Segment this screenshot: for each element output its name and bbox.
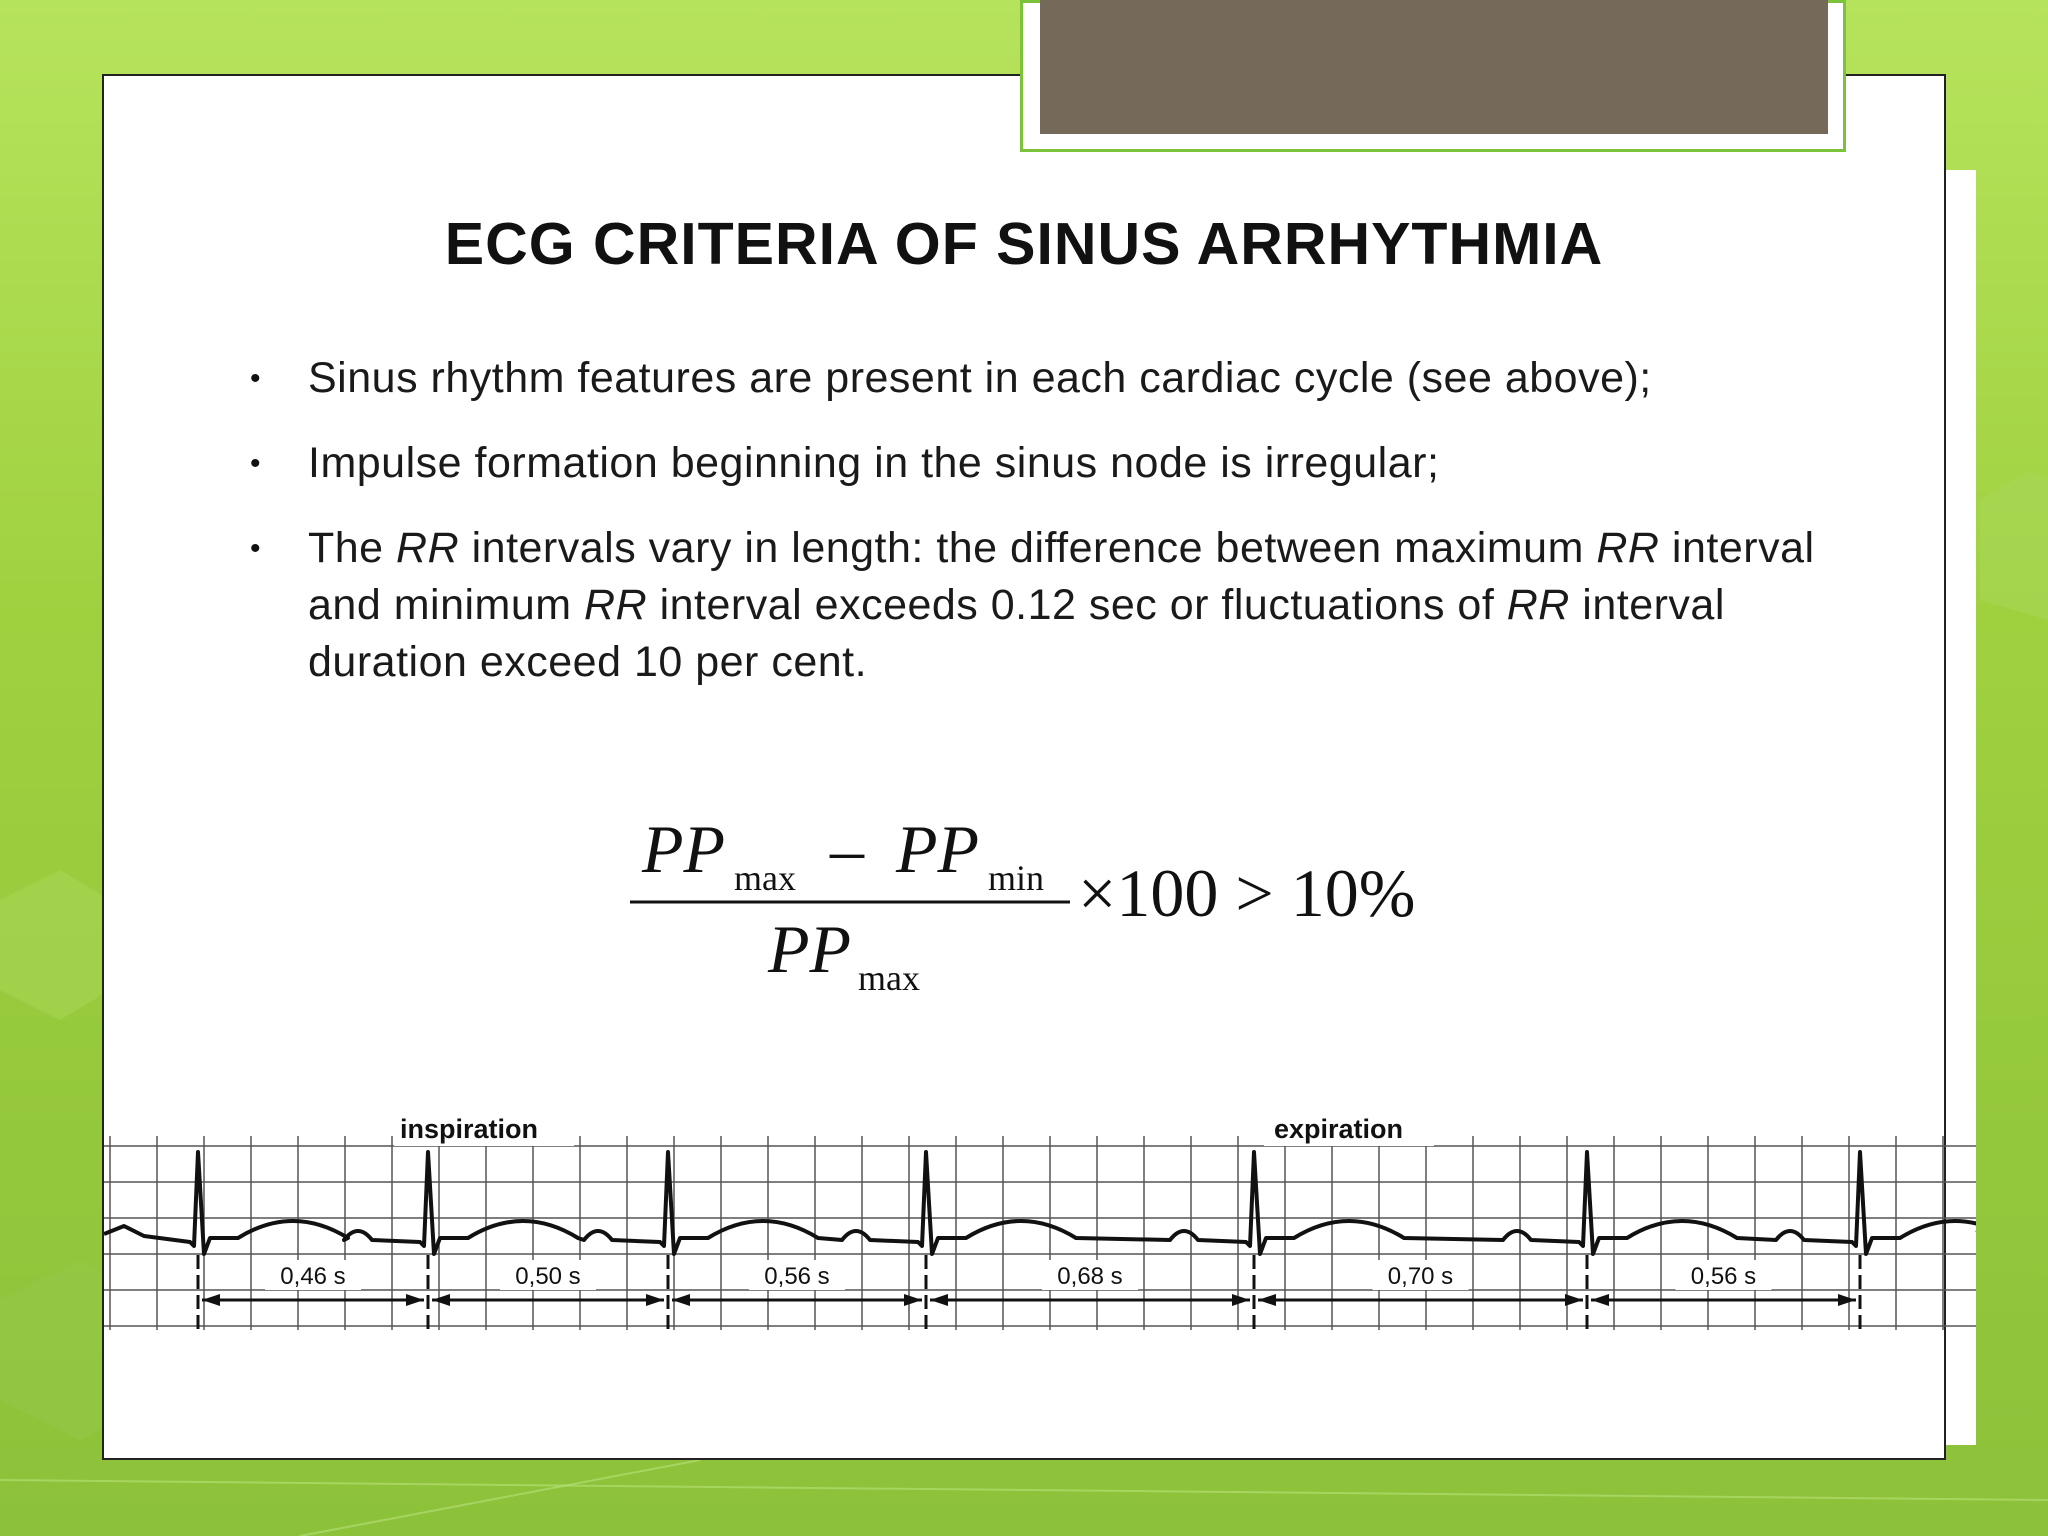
bullet-text [308, 520, 1850, 691]
minus-sign: – [830, 811, 864, 887]
numerator-min-subscript: min [988, 858, 1045, 898]
interval-label: 0,46 s [280, 1263, 346, 1290]
slide-heading: ECG CRITERIA OF SINUS ARRHYTHMIA [444, 211, 1604, 277]
arrow-head-icon [904, 1294, 922, 1306]
italic-term: RR [1506, 581, 1570, 629]
bullet-text [308, 435, 1850, 492]
interval-label: 0,70 s [1387, 1263, 1454, 1290]
expiration-label: expiration [1274, 1114, 1404, 1144]
arrow-head-icon [1565, 1294, 1583, 1306]
bullet-dot-icon: • [250, 447, 261, 480]
arrow-head-icon [646, 1294, 664, 1306]
arrow-head-icon [1838, 1294, 1856, 1306]
bullet-list [250, 350, 1850, 719]
text-segment: The [308, 524, 397, 572]
numerator-pp-max: PP [642, 811, 726, 887]
formula-tail: ×100 > 10% [1078, 855, 1416, 931]
italic-term: RR [584, 581, 648, 629]
numerator-pp-min: PP [896, 811, 980, 887]
interval-label: 0,56 s [1690, 1263, 1757, 1290]
text-segment: interval and minimum [308, 524, 1815, 629]
interval-label: 0,68 s [1057, 1263, 1123, 1290]
ecg-interval-markers [198, 1255, 1860, 1332]
arrow-head-icon [1232, 1294, 1250, 1306]
pp-variation-formula [600, 800, 1500, 1020]
bullet-dot-icon: • [250, 362, 261, 395]
arrow-head-icon [1258, 1294, 1276, 1306]
ecg-strip [104, 1110, 1976, 1350]
interval-label: 0,50 s [515, 1263, 581, 1290]
arrow-head-icon [432, 1294, 450, 1306]
text-segment: Impulse formation beginning in the sinus node is irregular; [308, 439, 1440, 487]
title-placeholder-box [1040, 0, 1828, 134]
bullet-item [250, 520, 1850, 691]
arrow-head-icon [406, 1294, 424, 1306]
arrow-head-icon [930, 1294, 948, 1306]
text-segment: intervals vary in length: the difference between maximum [459, 524, 1597, 572]
text-segment: interval exceeds 0.12 sec or fluctuations of [647, 581, 1507, 629]
denominator-max-subscript: max [858, 958, 920, 998]
bullet-dot-icon: • [250, 532, 261, 565]
ecg-trace [104, 1152, 1976, 1254]
text-segment: Sinus rhythm features are present in each cardiac cycle (see above); [308, 354, 1652, 402]
arrow-head-icon [1591, 1294, 1609, 1306]
text-segment: interval duration exceed 10 per cent. [308, 581, 1725, 686]
denominator-pp-max: PP [768, 911, 852, 987]
inspiration-label: inspiration [400, 1114, 539, 1144]
numerator-max-subscript: max [734, 858, 796, 898]
interval-label: 0,56 s [764, 1263, 830, 1290]
bullet-item [250, 435, 1850, 492]
bullet-text [308, 350, 1850, 407]
italic-term: RR [396, 524, 460, 572]
bullet-item [250, 350, 1850, 407]
italic-term: RR [1596, 524, 1660, 572]
